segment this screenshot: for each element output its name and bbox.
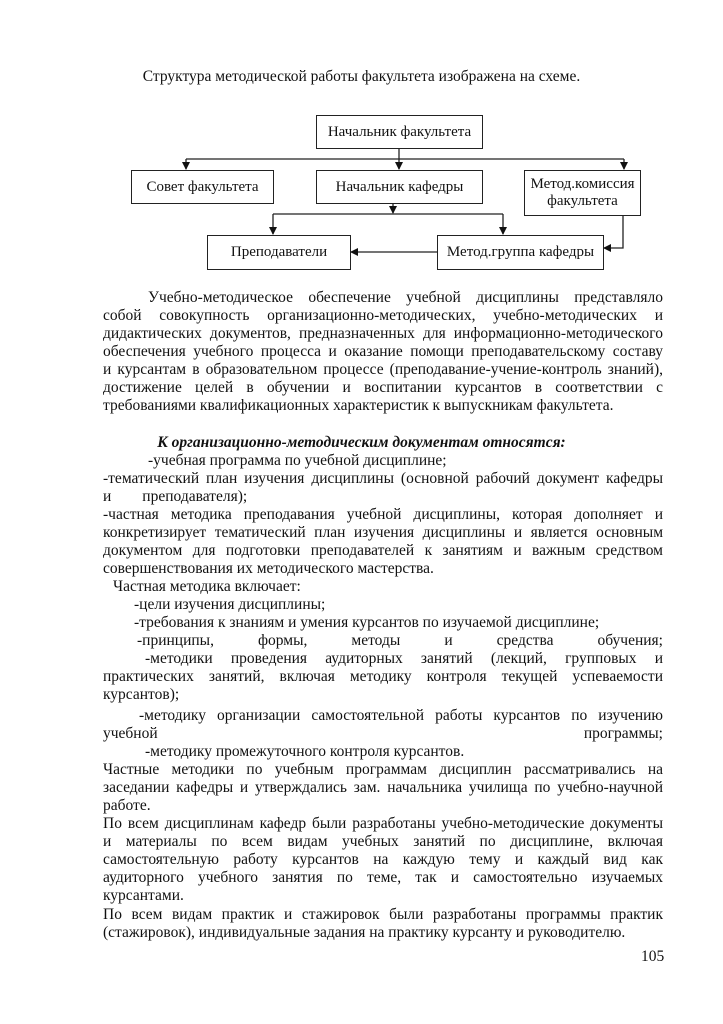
list-item: -принципы, формы, методы и средства обучения; xyxy=(137,632,663,649)
text-line: обеспечения учебного процесса и оказание помощи преподавательскому составу xyxy=(103,343,663,360)
node-label: Начальник факультета xyxy=(327,123,472,140)
text-line: Учебно-методическое обеспечение учебной дисциплины представляло xyxy=(148,289,663,306)
node-label: Преподаватели xyxy=(230,244,328,260)
list-item: конкретизирует тематический план изучения дисциплины и является основным xyxy=(103,524,663,541)
diagram-caption: Структура методической работы факультета изображена на схеме. xyxy=(142,68,581,85)
text-line: курсантами. xyxy=(103,887,184,904)
org-structure-diagram xyxy=(0,0,723,290)
text-line: работе. xyxy=(103,797,151,814)
text-line: самостоятельную работу курсантов на каждую тему и каждый вид как xyxy=(103,851,663,868)
list-item: -цели изучения дисциплины; xyxy=(134,596,326,613)
list-item: -тематический план изучения дисциплины (основной рабочий документ кафедры xyxy=(103,470,663,487)
text-line: требованиями квалификационных характеристик к выпускникам факультета. xyxy=(103,397,614,414)
text-line: По всем видам практик и стажировок были разработаны программы практик xyxy=(103,906,663,923)
text-line: собой совокупность организационно-методических, учебно-методических и xyxy=(103,307,663,324)
node-head-faculty xyxy=(316,115,483,149)
node-head-department xyxy=(316,170,483,204)
node-method-commission xyxy=(524,170,641,216)
text-line: заседании кафедры и утверждались зам. начальника училища по учебно-научной xyxy=(103,779,663,796)
list-item: -учебная программа по учебной дисциплине; xyxy=(148,452,447,469)
list-item: -методику промежуточного контроля курсантов. xyxy=(145,743,465,760)
node-teachers xyxy=(207,235,351,270)
text-line: и курсантам в образовательном процессе (преподавание-учение-контроль знаний), xyxy=(103,361,663,378)
list-item: -методики проведения аудиторных занятий (лекций, групповых и xyxy=(145,650,663,667)
text-line: Частные методики по учебным программам дисциплин рассматривались на xyxy=(103,761,663,778)
text-line: достижение целей в обучении и воспитании курсантов в соответствии с xyxy=(103,379,663,396)
page-number: 105 xyxy=(641,948,665,965)
list-item: -методику организации самостоятельной работы курсантов по изучению xyxy=(139,707,663,724)
list-item: -частная методика преподавания учебной дисциплины, которая дополняет и xyxy=(103,506,663,523)
node-faculty-council xyxy=(131,170,274,204)
text-line: аудиторного учебного занятия по теме, так и самостоятельно изучаемых xyxy=(103,869,663,886)
node-label: Начальник кафедры xyxy=(335,178,464,195)
list-item: документом для подготовки преподавателей к занятиям и важным средством xyxy=(103,542,663,559)
list-item: практических занятий, включая методику контроля текущей успеваемости xyxy=(103,668,663,685)
method-intro: Частная методика включает: xyxy=(113,578,301,595)
node-label: Метод.группа кафедры xyxy=(446,244,595,260)
section-heading: К организационно-методическим документам относятся: xyxy=(157,434,566,451)
list-item: -требования к знаниям и умения курсантов по изучаемой дисциплине; xyxy=(134,614,600,631)
node-label: Совет факультета xyxy=(146,178,259,195)
node-method-group xyxy=(437,235,604,270)
list-item: курсантов); xyxy=(103,686,180,703)
text-line: По всем дисциплинам кафедр были разработаны учебно-методические документы xyxy=(103,815,663,832)
list-item: и преподавателя); xyxy=(103,488,248,505)
text-line: дидактических документов, предназначенных для информационно-методического xyxy=(103,325,663,342)
text-line: и материалы по всем видам учебных занятий по дисциплине, включая xyxy=(103,833,663,850)
node-label-line1: Метод.комиссия xyxy=(530,176,635,192)
list-item: учебной программы; xyxy=(103,725,663,742)
node-label-line2: факультета xyxy=(547,193,618,209)
list-item: совершенствования их методического мастерства. xyxy=(103,560,434,577)
text-line: (стажировок), индивидуальные задания на практику курсанту и руководителю. xyxy=(103,924,626,941)
